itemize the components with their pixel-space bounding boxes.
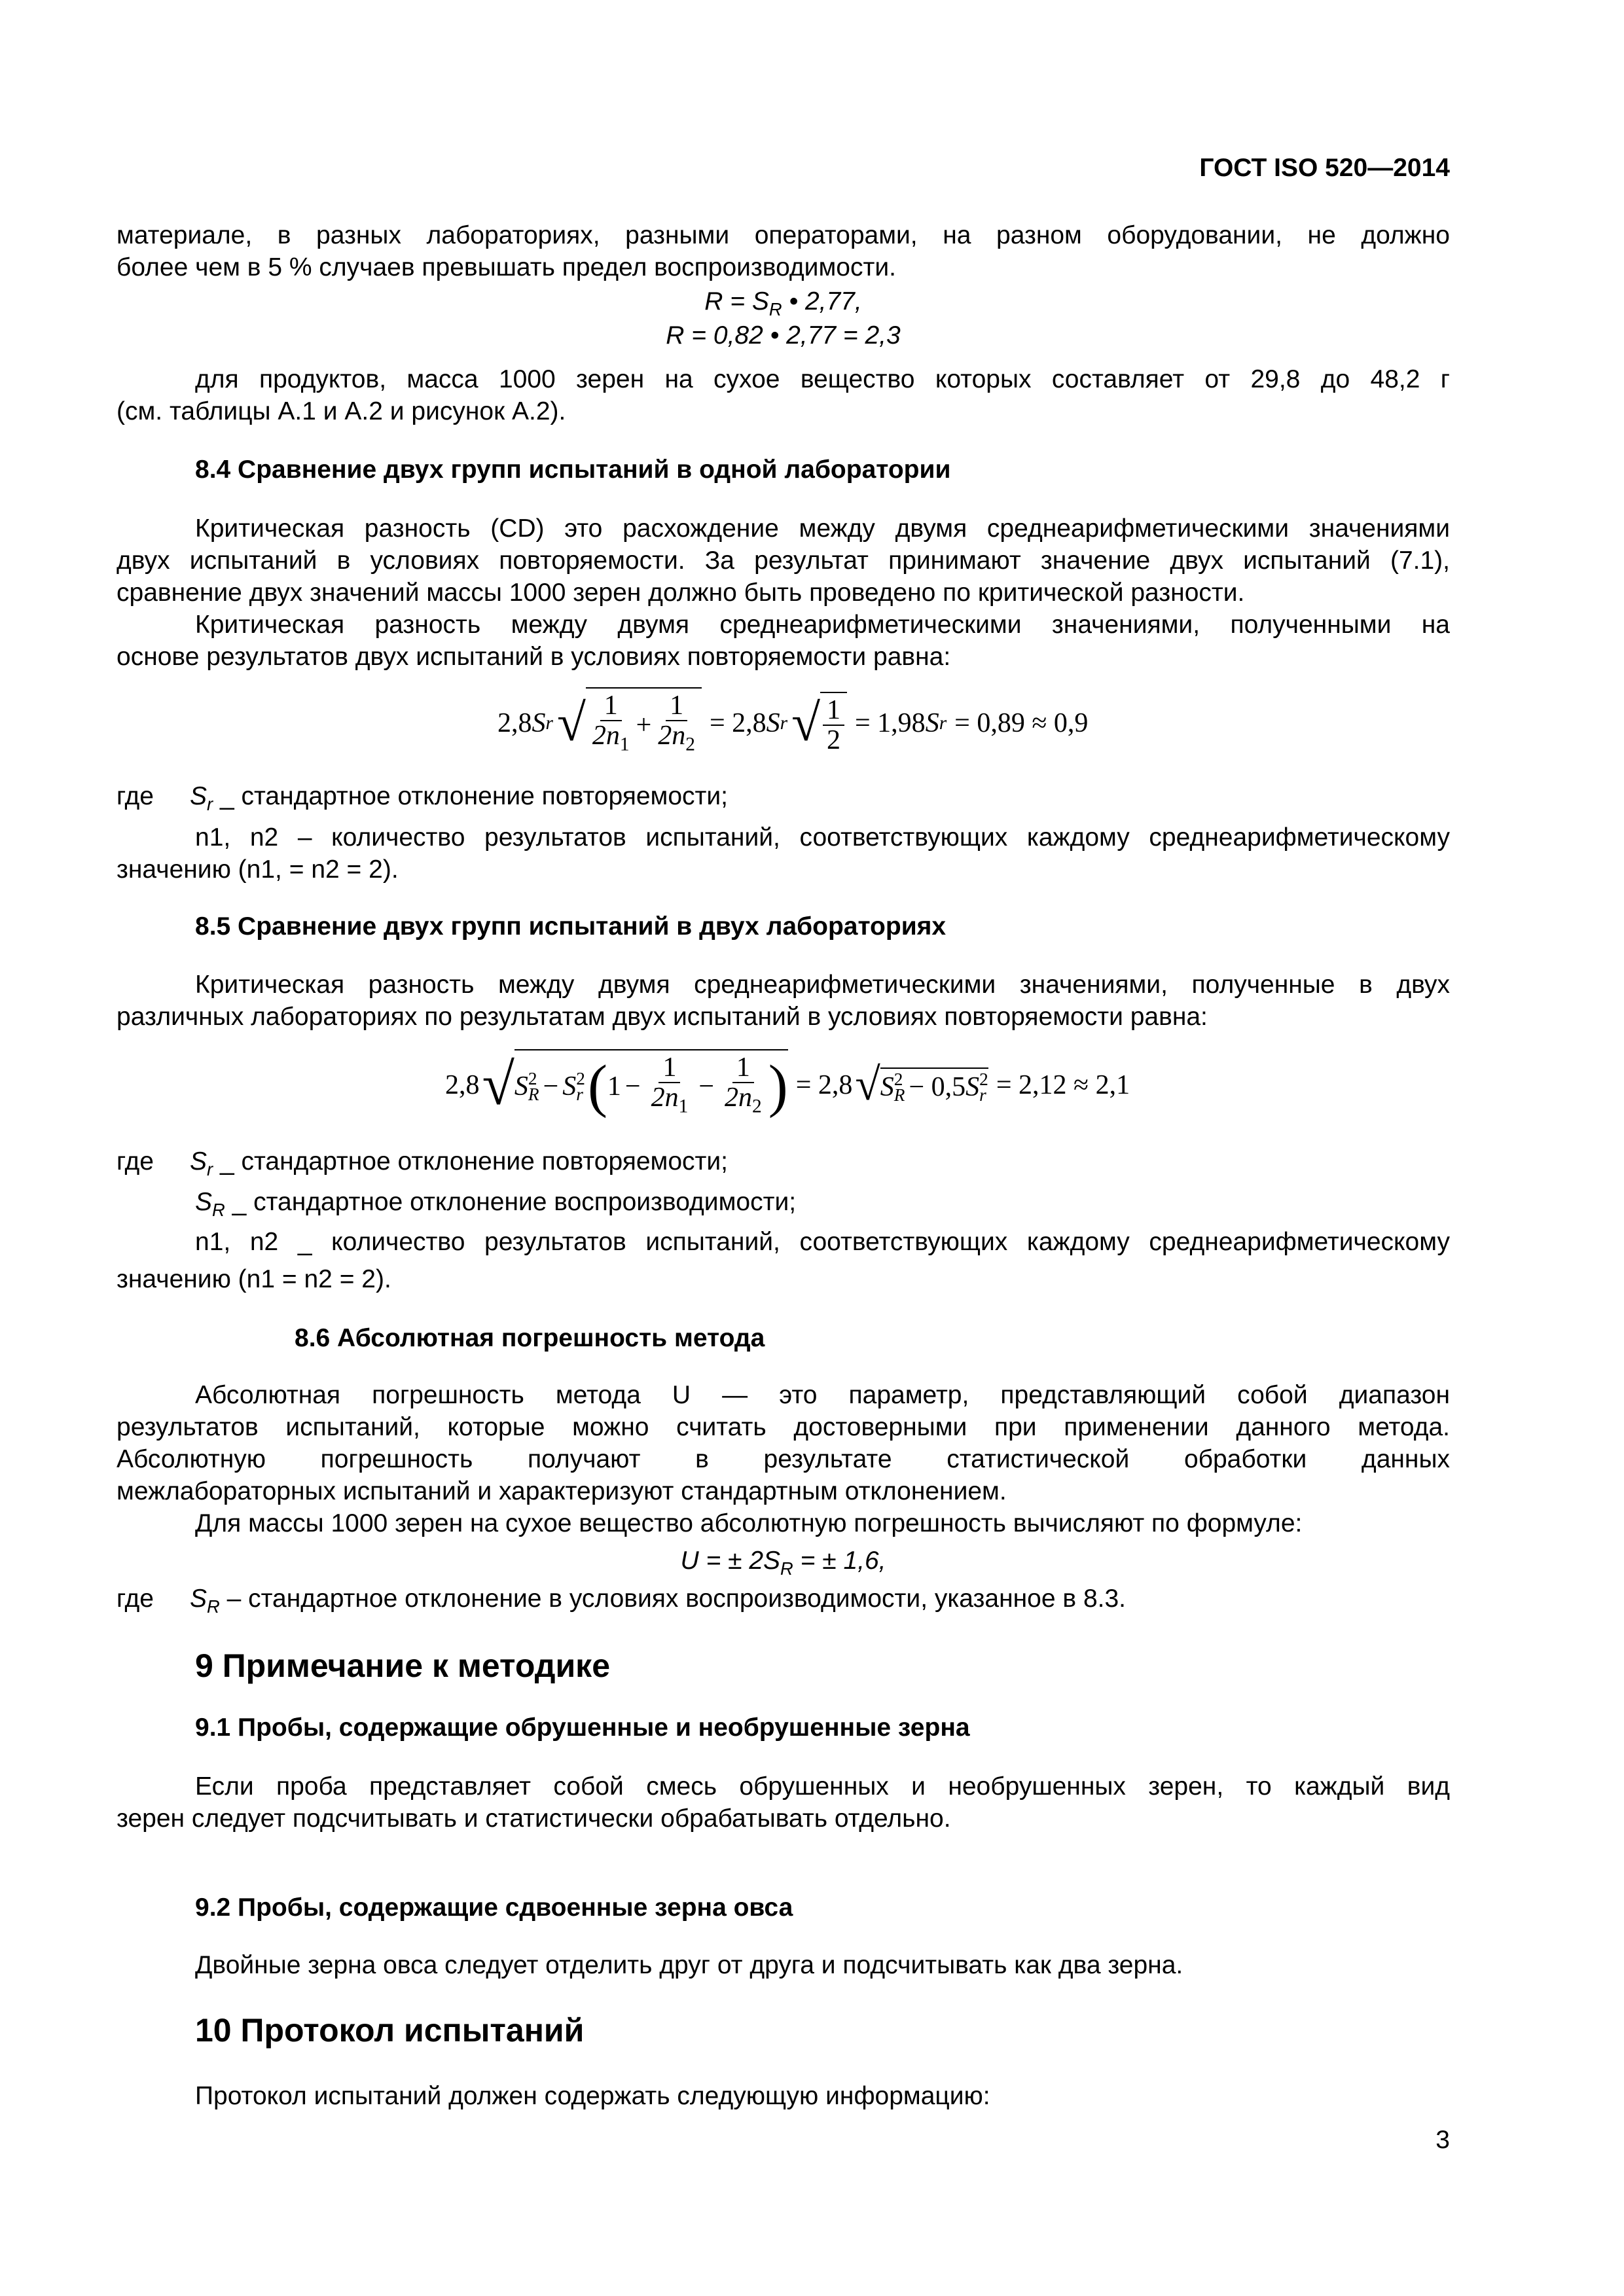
paragraph-line: Для массы 1000 зерен на сухое вещество абсолютную погрешность вычисляют по формуле: bbox=[195, 1509, 1303, 1537]
section-title-8-4: 8.4 Сравнение двух групп испытаний в одной лаборатории bbox=[195, 456, 951, 484]
where-label: где bbox=[117, 782, 154, 810]
section-title-9: 9 Примечание к методике bbox=[195, 1647, 611, 1684]
definition-sR: $S_R$ _ стандартное отклонение воспроизводимости; bbox=[195, 1188, 797, 1220]
definition-n: n1, n2 _ количество результатов испытаний, соответствующих каждому среднеарифметическому bbox=[195, 1228, 1450, 1256]
formula-8-6: U = ± $2S_R$ = ± 1,6, bbox=[680, 1547, 886, 1579]
definition-sr: $S_r$ _ стандартное отклонение повторяемости; bbox=[190, 1147, 729, 1179]
definition-sr: $S_r$ _ стандартное отклонение повторяемости; bbox=[190, 782, 729, 814]
paragraph-line: результатов испытаний, которые можно считать достоверными при применении данного метода. bbox=[117, 1413, 1450, 1441]
sqrt-icon: √ bbox=[482, 1052, 514, 1117]
section-title-8-5: 8.5 Сравнение двух групп испытаний в двух лабораториях bbox=[195, 912, 947, 941]
paragraph-line: Протокол испытаний должен содержать следующую информацию: bbox=[195, 2082, 990, 2110]
definition-n-cont: значению (n1, = n2 = 2). bbox=[117, 855, 399, 884]
paragraph-line: Абсолютную погрешность получают в результате статистической обработки данных bbox=[117, 1445, 1450, 1473]
sqrt-icon: √ bbox=[791, 694, 820, 752]
paragraph-line: основе результатов двух испытаний в условиях повторяемости равна: bbox=[117, 643, 951, 671]
paragraph-line: сравнение двух значений массы 1000 зерен должно быть проведено по критической разности. bbox=[117, 579, 1245, 607]
page-number: 3 bbox=[1435, 2126, 1450, 2154]
paragraph-line: Абсолютная погрешность метода U — это параметр, представляющий собой диапазон bbox=[195, 1381, 1450, 1409]
formula-8-4: 2,8 S r √ $\frac{1}{2n_1}$ + $\frac{1}{2n_2}$ = 2,8 S r √ $\frac{1}{2}$ = 1,98 S r = 0,89 ≈ 0,9 bbox=[497, 681, 1088, 766]
paragraph-line: Критическая разность между двумя среднеарифметическими значениями, полученными на bbox=[195, 611, 1450, 639]
paragraph-line: материале, в разных лабораториях, разными операторами, на разном оборудовании, не должно bbox=[117, 221, 1450, 249]
paragraph-line: Если проба представляет собой смесь обрушенных и необрушенных зерен, то каждый вид bbox=[195, 1772, 1450, 1801]
section-title-10: 10 Протокол испытаний bbox=[195, 2012, 585, 2049]
paragraph-line: Критическая разность между двумя среднеарифметическими значениями, полученные в двух bbox=[195, 971, 1450, 999]
paragraph-line: зерен следует подсчитывать и статистически обрабатывать отдельно. bbox=[117, 1804, 951, 1833]
formula-r-line2: R = 0,82 • 2,77 = 2,3 bbox=[666, 321, 901, 350]
definition-n-cont: значению (n1 = n2 = 2). bbox=[117, 1265, 391, 1293]
paragraph-line: различных лабораториях по результатам двух испытаний в условиях повторяемости равна: bbox=[117, 1003, 1208, 1031]
formula-r-line1: $R = S_R$ • 2,77, bbox=[704, 287, 862, 319]
document-header: ГОСТ ISO 520—2014 bbox=[1199, 154, 1450, 182]
section-title-8-6: 8.6 Абсолютная погрешность метода bbox=[295, 1324, 765, 1352]
sqrt-icon: √ bbox=[855, 1059, 880, 1110]
paragraph-line: двух испытаний в условиях повторяемости. За результат принимают значение двух испытаний (7.1), bbox=[117, 547, 1450, 575]
paragraph-line: Критическая разность (CD) это расхождение между двумя среднеарифметическими значениями bbox=[195, 514, 1450, 543]
section-title-9-1: 9.1 Пробы, содержащие обрушенные и необрушенные зерна bbox=[195, 1713, 970, 1742]
paragraph-line: более чем в 5 % случаев превышать предел воспроизводимости. bbox=[117, 253, 896, 281]
paragraph-line: (см. таблицы А.1 и А.2 и рисунок А.2). bbox=[117, 397, 566, 425]
formula-8-5: 2,8 √ S 2 R − S 2 r ( 1 − $\frac{1}{2n_1}$ − $\frac{1}{2n_2}$ ) = 2,8 √ S 2 R − 0,5 S 2 r = 2,12 ≈ 2,1 bbox=[445, 1041, 1130, 1129]
definition-sR: $S_R$ – стандартное отклонение в условиях воспроизводимости, указанное в 8.3. bbox=[190, 1585, 1127, 1617]
definition-n: n1, n2 – количество результатов испытаний, соответствующих каждому среднеарифметическому bbox=[195, 823, 1450, 852]
paragraph-line: Двойные зерна овса следует отделить друг от друга и подсчитывать как два зерна. bbox=[195, 1951, 1183, 1979]
sqrt-icon: √ bbox=[556, 694, 586, 752]
paragraph-line: для продуктов, масса 1000 зерен на сухое вещество которых составляет от 29,8 до 48,2 г bbox=[195, 365, 1450, 393]
section-title-9-2: 9.2 Пробы, содержащие сдвоенные зерна овса bbox=[195, 1893, 793, 1922]
where-label: где bbox=[117, 1147, 154, 1175]
paragraph-line: межлабораторных испытаний и характеризуют стандартным отклонением. bbox=[117, 1477, 1007, 1505]
where-label: где bbox=[117, 1585, 154, 1613]
